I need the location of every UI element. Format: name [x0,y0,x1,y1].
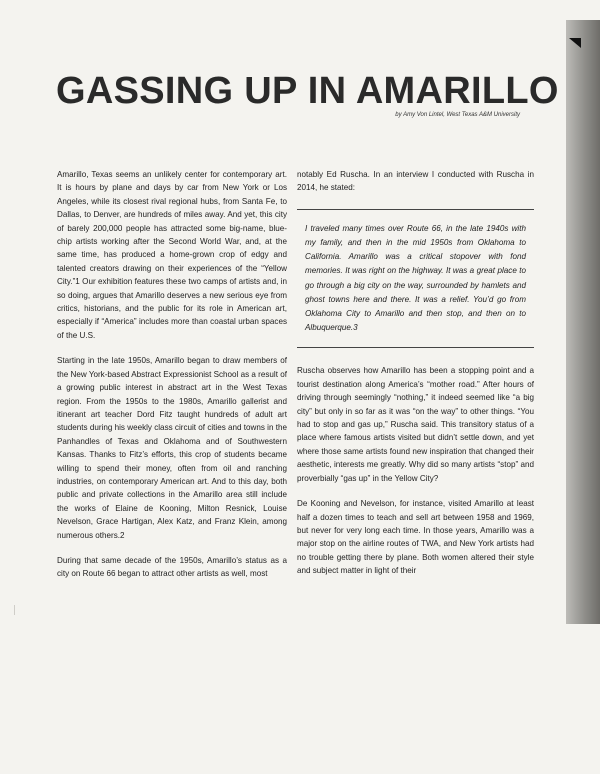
paragraph: De Kooning and Nevelson, for instance, visited Amarillo at least half a dozen times to teach and sell art between 1958 and 1969, but never for very long each time. In those years, Amarillo was a major stop on the airline routes of TWA, and New York artists had no trouble getting there by plane. Both women altered their style and subject matter in light of their [297,499,534,576]
page-corner-mark [569,38,581,48]
page-edge-shadow [566,20,600,624]
quote-text: I traveled many times over Route 66, in the late 1940s with my family, and then in the mid 1950s from Oklahoma to California. Amarillo was a critical stopover with fond memories. It was right on the highway. It was a great place to go through a big city on the way, surrounded by hamlets and ghost towns here and there. It was a relief. You’d go from Oklahoma City to Amarillo and then stop, and then on to Albuquerque.3 [305,223,526,333]
paragraph: During that same decade of the 1950s, Amarillo’s status as a city on Route 66 began to attract other artists as well, most [57,555,287,579]
paragraph: Ruscha observes how Amarillo has been a stopping point and a tourist destination along America’s “mother road.” After hours of driving through seemingly “nothing,” it indeed seemed like “a big city” but only in so far as it was “on the way” to other things. “You had to stop and gas up,” Ruscha said. This transitory status of a place where famous artists visited but didn’t settle down, and yet where those same artists found new inspiration that changed their aesthetic, interests me greatly. Why did so many artists “stop” and proverbially “gas up” in the Yellow City? [297,366,534,483]
scan-mark [14,605,19,615]
right-column [297,168,534,590]
paragraph: Starting in the late 1950s, Amarillo began to draw members of the New York-based Abstract Expressionist School as a result of a growing public interest in abstract art in the West Texas region. From the 1950s to the 1980s, Amarillo gallerist and itinerant art teacher Dord Fitz taught hundreds of adult art students during his weekly class circuit of cities and towns in the Panhandles of Texas and Oklahoma and of Southwestern Kansas. Thanks to Fitz’s efforts, this crop of students became willing to spend their money, often from oil and ranching industries, on contemporary American art. And to this day, both public and private collections in the Amarillo area still include the works of Elaine de Kooning, Milton Resnick, Louise Nevelson, Grace Hartigan, Alex Katz, and Franz Klein, among numerous others.2 [57,356,287,540]
paragraph: Amarillo, Texas seems an unlikely center for contemporary art. It is hours by plane and days by car from New York or Los Angeles, while its closest rival regional hubs, from Santa Fe, to Dallas, to Denver, are hundreds of miles away. And yet, this city of barely 200,000 people has attracted some big-name, blue-chip artists working after the Second World War, and, at the same time, has produced a home-grown crop of edgy and talented creators drawing on their experiences of the “Yellow City.”1 Our exhibition features these two camps of artists and, in so doing, argues that Amarillo deserves a new serious eye from critics, historians, and the public for its role in American art, especially if “America” includes more than coastal urban spaces of the U.S. [57,170,287,340]
article-byline: by Amy Von Lintel, West Texas A&M University [395,112,520,118]
paragraph: notably Ed Ruscha. In an interview I conducted with Ruscha in 2014, he stated: [297,170,534,193]
left-column [57,168,287,593]
article-title: GASSING UP IN AMARILLO [56,70,559,112]
block-quote [297,209,534,349]
